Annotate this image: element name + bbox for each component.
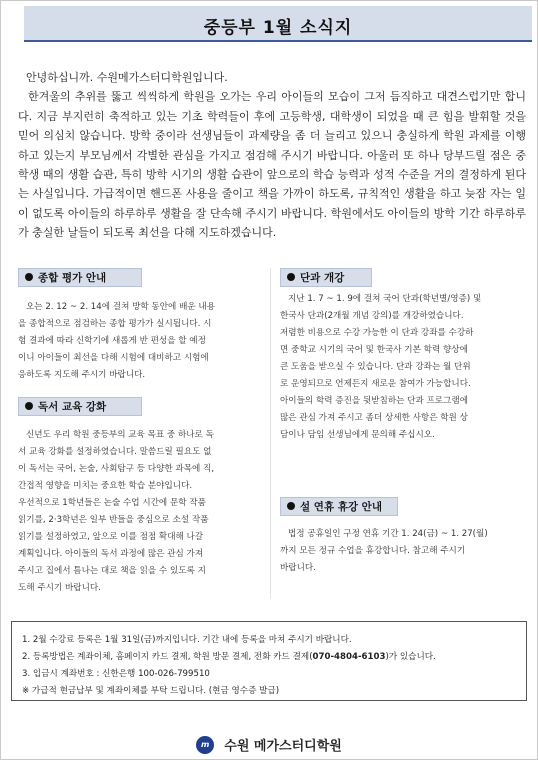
academy-logo-icon: m — [196, 736, 214, 754]
reading-line: 읽기를, 2·3학년은 일부 반들을 중심으로 소설 작품 — [18, 515, 209, 525]
section-heading-reading — [18, 397, 142, 416]
bullet-icon — [25, 402, 33, 410]
bullet-icon — [25, 273, 33, 281]
intro-letter — [18, 68, 526, 243]
section-heading-exam-label: 종합 평가 안내 — [38, 272, 107, 284]
footer — [0, 734, 538, 754]
notice-line-prefix: 2. 등록방법은 계좌이체, 홈페이지 카드 결제, 학원 방문 결제, 전화 카드 결제( — [22, 652, 313, 662]
reading-line: 이 독서는 국어, 논술, 사회탐구 등 다양한 과목에 직, — [18, 464, 215, 474]
reading-line: 서 교육 강화를 설정하였습니다. 말씀드릴 필요도 없 — [18, 447, 212, 457]
exam-line: 응하도록 지도해 주시기 바랍니다. — [18, 370, 146, 380]
course-line: 지난 1. 7 ~ 1. 9에 걸쳐 국어 단과(학년별/영증) 및 — [288, 294, 482, 304]
course-line: 담이나 담임 선생님에게 문의해 주십시오. — [280, 430, 435, 440]
intro-body: 한겨울의 추위를 뚫고 씩씩하게 학원을 오가는 우리 아이들의 모습이 그저 듬직하고 대견스럽기만 합니다. 지금 부지런히 축적하고 있는 기초 학력들이 후에 고등학생, 대학생이 되었을 때 큰 힘을 발휘할 것을 믿어 의심치 않습니다. 방학 중이라 선생님들이 과제량을 좀 더 늘리고 있으니 충실하게 학원 과제를 이행하고 있는지 부모님께서 각별한 관심을 가지고 점검해 주시기 바랍니다. 아울러 또 하나 당부드릴 점은 중학생 때의 생활 습관, 특히 방학 시기의 생활 습관이 앞으로의 학습 능력과 성적 수준을 거의 결정하게 된다는 사실입니다. 가급적이면 핸드폰 사용을 줄이고 책을 가까이 하도록, 규칙적인 생활을 하고 늦잠 자는 일이 없도록 아이들의 하루하루 생활을 잘 단속해 주시기 바랍니다. 학원에서도 아이들의 방학 기간 하루하루가 충실한 날들이 되도록 최선을 다해 지도하겠습니다. — [18, 90, 526, 240]
notice-line: 3. 입금시 계좌번호 : 신한은행 100-026-799510 — [22, 669, 210, 679]
exam-line: 을 종합적으로 점검하는 종합 평가가 실시됩니다. 시 — [18, 319, 212, 329]
reading-line: 신년도 우리 학원 중등부의 교육 목표 중 하나로 독 — [26, 430, 214, 440]
reading-line: 우선적으로 1학년들은 논술 수업 시간에 문학 작품 — [18, 498, 206, 508]
course-line: 큰 도움을 받으실 수 있습니다. 단과 강좌는 월 단위 — [280, 362, 471, 372]
notice-line-suffix: )가 있습니다. — [385, 652, 436, 662]
column-divider — [270, 268, 271, 598]
notice-line — [22, 649, 526, 666]
reading-line: 간접적 영향을 미치는 중요한 학습 분야입니다. — [18, 481, 193, 491]
section-heading-holiday-label: 설 연휴 휴강 안내 — [300, 501, 382, 513]
course-line: 면 중학교 시기의 국어 및 한국사 기본 학력 향상에 — [280, 345, 468, 355]
bullet-icon — [287, 273, 295, 281]
reading-line: 주시고 집에서 틈나는 대로 책을 읽을 수 있도록 지 — [18, 566, 206, 576]
bullet-icon — [287, 502, 295, 510]
page-title: 중등부 1월 소식지 — [203, 18, 353, 38]
section-heading-course-label: 단과 개강 — [300, 272, 345, 284]
section-body-holiday — [280, 526, 526, 577]
section-body-exam — [18, 299, 263, 384]
course-line: 많은 관심 가져 주시고 좀더 상세한 사항은 학원 상 — [280, 413, 468, 423]
intro-greeting: 안녕하십니까. 수원메가스터디학원입니다. — [26, 71, 228, 84]
holiday-line: 까지 모든 정규 수업을 휴강합니다. 참고해 주시기 — [280, 546, 466, 556]
reading-line: 읽기를 설정하였고, 앞으로 이를 점점 확대해 나갈 — [18, 532, 204, 542]
holiday-line: 법정 공휴일인 구정 연휴 기간 1. 24(금) ~ 1. 27(월) — [288, 529, 488, 539]
exam-line: 험 결과에 따라 신학기에 새롭게 반 편성을 할 예정 — [18, 336, 206, 346]
section-heading-reading-label: 독서 교육 강화 — [38, 401, 107, 413]
phone-number: 070-4804-6103 — [312, 652, 386, 662]
section-heading-course — [280, 268, 372, 287]
course-line: 아이들의 학력 증진을 뒷받침하는 단과 프로그램에 — [280, 396, 468, 406]
notice-line: 1. 2월 수강료 등록은 1월 31일(금)까지입니다. 기간 내에 등록을 마쳐 주시기 바랍니다. — [22, 635, 352, 645]
reading-line: 도해 주시기 바랍니다. — [18, 583, 101, 593]
reading-line: 계획입니다. 아이들의 독서 과정에 많은 관심 가져 — [18, 549, 204, 559]
section-heading-exam — [18, 268, 142, 287]
section-body-course — [280, 291, 526, 444]
exam-line: 오는 2. 12 ~ 2. 14에 걸쳐 방학 동안에 배운 내용 — [26, 302, 216, 312]
exam-line: 이니 아이들이 최선을 다해 시험에 대비하고 시험에 — [18, 353, 209, 363]
title-banner — [24, 6, 532, 42]
section-body-reading — [18, 427, 263, 597]
payment-notice-box — [11, 621, 527, 701]
holiday-line: 바랍니다. — [280, 563, 316, 573]
course-line: 한국사 단과(2개월 개념 강의)를 개강하였습니다. — [280, 311, 464, 321]
academy-name: 수원 메가스터디학원 — [224, 739, 342, 754]
course-line: 저렴한 비용으로 수강 가능한 이 단과 강좌를 수강하 — [280, 328, 474, 338]
notice-line: ※ 가급적 현금납부 및 계좌이체를 부탁 드립니다. (현금 영수증 발급) — [22, 686, 280, 696]
section-heading-holiday — [280, 497, 398, 516]
course-line: 로 운영되므로 언제든지 새로운 참여가 가능합니다. — [280, 379, 471, 389]
